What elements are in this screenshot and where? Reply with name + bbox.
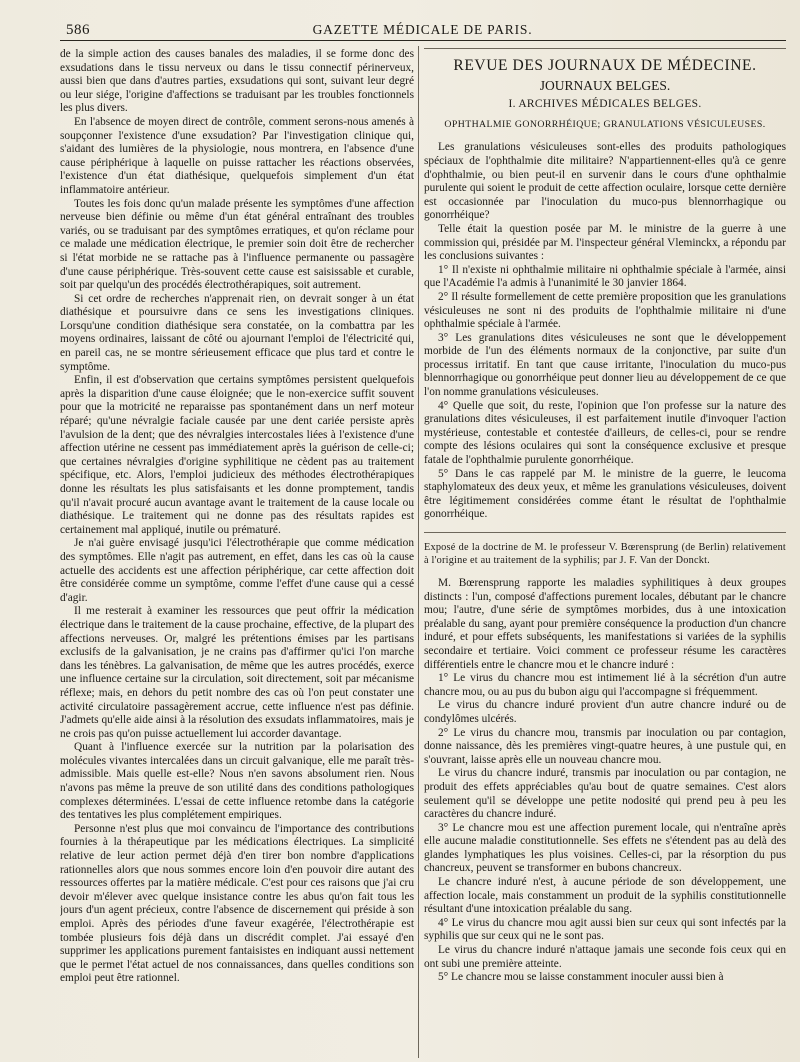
- paragraph: En l'absence de moyen direct de contrôle, comment serons-nous amenés à soupçonner l'existence d'une exsudation? Par l'investigation clinique qui, s'aidant des lumières de la physiologie, nous montrera, en l'absence d'une cause périphérique à laquelle on puisse rattacher les réactions observées, l'existence d'un état diathésique, quelquefois simplement d'un état inflammatoire antérieur.: [60, 115, 414, 196]
- paragraph: 1° Il n'existe ni ophthalmie militaire ni ophthalmie spéciale à l'armée, ainsi que l'Académie l'a admis à l'unanimité le 30 janvier 1864.: [424, 263, 786, 290]
- paragraph: 1° Le virus du chancre mou est intimement lié à la sécrétion d'un autre chancre mou, ou au pus du bubon aigu qui l'accompagne si fréquemment.: [424, 672, 786, 698]
- paragraph: Le virus du chancre induré, transmis par inoculation ou par contagion, ne produit des effets appréciables qu'au bout de quatre semaines. C'est alors seulement qu'il se développe une petite nodosité qui prend peu à peu les caractères du chancre induré.: [424, 767, 786, 821]
- header-rule: [60, 40, 786, 41]
- left-column: [60, 48, 414, 1058]
- paragraph: 3° Le chancre mou est une affection purement locale, qui n'entraîne après elle aucune maladie constitutionnelle. Ses effets ne s'étendent pas au delà des glandes lymphatiques les plus voisines. Celles-ci, par la résorption du pus chancreux, peuvent se transformer en bubons chancreux.: [424, 821, 786, 875]
- paragraph: M. Bœrensprung rapporte les maladies syphilitiques à deux groupes distincts : l'un, composé d'affections purement locales, débutant par le chancre mou; l'autre, d'une série de symptômes morbides, dus à une intoxication préalable du sang, ayant pour première conséquence la production d'un chancre induré, et pour effets subséquents, les manifestations si variées de la syphilis secondaire et tertiaire. Voici comment ce professeur résume les caractères différentiels entre le chancre mou et le chancre induré :: [424, 577, 786, 671]
- paragraph: 2° Il résulte formellement de cette première proposition que les granulations vésiculeuses ne sont ni des produits de l'ophthalmie militaire ni d'une ophthalmie spéciale à l'armée.: [424, 290, 786, 331]
- subsection-title: JOURNAUX BELGES.: [539, 77, 671, 93]
- paragraph: Il me resterait à examiner les ressources que peut offrir la médication électrique dans le traitement de la cause prochaine, effective, de la plupart des affections nerveuses. Or, malgré les prétentions émises par les partisans exclusifs de la galvanisation, je ne crains pas d'affirmer qu'ici l'on marche dans les ténèbres. La galvanisation, de même que les autres procédés, exerce une influence certaine sur la circulation, soit directement, soit par mécanisme réflexe; mais, en dehors du petit nombre des cas où l'on peut constater une activité circulatoire passagèrement accrue, cette influence n'est pas définie. J'admets qu'elle aide ainsi à la résolution des exsudats inflammatoires, mais je ne crois pas qu'on puisse actuellement lui accorder davantage.: [60, 605, 414, 740]
- paragraph: Quant à l'influence exercée sur la nutrition par la polarisation des molécules vivantes intercalées dans un circuit galvanique, elle me paraît très-admissible. Mais quelle est-elle? Nous n'en savons absolument rien. Nous n'avons pas même la preuve de son utilité dans des conditions pathologiques complexes déterminées. L'essai de cette influence retombe dans la catégorie des tentatives les plus complétement empiriques.: [60, 741, 414, 822]
- page-number: 586: [66, 22, 90, 38]
- paragraph: Le virus du chancre induré n'attaque jamais une seconde fois ceux qui en ont subi une première atteinte.: [424, 944, 786, 970]
- paragraph: Le virus du chancre induré provient d'un autre chancre induré ou de condylômes ulcérés.: [424, 699, 786, 725]
- expose-heading: Exposé de la doctrine de M. le professeur V. Bœrensprung (de Berlin) relativement à l'origine et au traitement de la syphilis; par J. F. Van der Donckt.: [424, 542, 786, 566]
- paragraph: Personne n'est plus que moi convaincu de l'importance des contributions fournies à la thérapeutique par les médications électriques. La simplicité relative de leur action permet déjà d'en tirer bon nombre d'applications rationnelles alors que nous sommes encore loin d'en pouvoir dire autant des ressources offertes par la matière médicale. C'est pour ces raisons que j'ai cru devoir m'élever avec quelque insistance contre les abus qu'on fait tous les jours d'un agent précieux, contre l'absence de discernement qui préside à son emploi. Après des périodes d'une faveur exagérée, l'électrothérapie est tombée plusieurs fois déjà dans un discrédit complet. J'ai essayé d'en supprimer les applications purement fantaisistes en indiquant aussi nettement que le permet l'état actuel de nos connaissances, dans quelles conditions son emploi peut être rationnel.: [60, 822, 414, 985]
- section-title: REVUE DES JOURNAUX DE MÉDECINE.: [453, 57, 757, 74]
- paragraph: 5° Dans le cas rappelé par M. le ministre de la guerre, le leucoma staphylomateux des deux yeux, et même les granulations vésiculeuses, doivent être légitimement considérées comme étant le résultat de l'ophthalmie gonorrhéique.: [424, 467, 786, 521]
- paragraph: de la simple action des causes banales des maladies, il se forme donc des exsudations dans le tissu nerveux ou dans le tissu connectif périnerveux, aussi bien que dans d'autres parties, exsudations qui sont, suivant leur degré ou leur siége, l'origine d'affections se traduisant par les troubles fonctionnels les plus divers.: [60, 48, 414, 115]
- paragraph: 5° Le chancre mou se laisse constamment inoculer aussi bien à: [438, 971, 724, 984]
- article-syphilis: [424, 577, 786, 985]
- column-divider: [418, 46, 419, 1058]
- journal-title: GAZETTE MÉDICALE DE PARIS.: [312, 22, 533, 37]
- paragraph: 2° Le virus du chancre mou, transmis par inoculation ou par contagion, donne naissance, dès les premières vingt-quatre heures, à une pustule qui, en s'ouvrant, laisse après elle un nouveau chancre mou.: [424, 726, 786, 766]
- paragraph: Telle était la question posée par M. le ministre de la guerre à une commission qui, présidée par M. l'inspecteur général Vleminckx, a répondu par les conclusions suivantes :: [424, 222, 786, 263]
- article-divider: [424, 532, 786, 533]
- paragraph: Enfin, il est d'observation que certains symptômes persistent quelquefois après la disparition d'une cause éloignée; que le non-exercice suffit souvent pour que la motricité ne reparaisse pas spontanément dans un nerf moteur réparé; qu'une névralgie faciale causée par une dent cariée persiste après l'avulsion de la dent; que des névralgies intercostales liées à l'existence d'une affection utérine ne cessent pas immédiatement après la guérison de celle-ci; que certaines névralgies d'origine syphilitique ne cèdent pas au traitement spécifique, etc. Alors, l'emploi judicieux des méthodes électrothérapiques donne les résultats les plus satisfaisants et les donne promptement, tandis qu'il n'avait procuré aucun avantage avant le traitement de la cause locale ou diathésique. Le traitement qui ne donne pas des résultats rapides est certainement mal appliqué, inutile ou prématuré.: [60, 374, 414, 536]
- topic-heading: OPHTHALMIE GONORRHÉIQUE; GRANULATIONS VÉSICULEUSES.: [444, 118, 766, 130]
- paragraph: 3° Les granulations dites vésiculeuses ne sont que le développement morbide de l'un des éléments normaux de la conjonctive, par suite d'un processus irritatif. En tant que cause irritante, l'inoculation du muco-pus blennorrhagique ou gonorrhéique peut donner lieu au développement de ce que l'on nomme granulations vésiculeuses.: [424, 331, 786, 399]
- paragraph: 4° Quelle que soit, du reste, l'opinion que l'on professe sur la nature des granulations dites vésiculeuses, il est parfaitement inutile d'invoquer l'action mystérieuse, contestable et contestée d'ailleurs, de celles-ci, pour se rendre compte des lésions oculaires qui sont la conséquence exclusive et presque fatale de l'ophthalmie purulente gonorrhéique.: [424, 399, 786, 467]
- running-head: [60, 20, 785, 40]
- paragraph: Les granulations vésiculeuses sont-elles des produits pathologiques spéciaux de l'ophthalmie dite militaire? N'appartiennent-elles qu'à ce genre d'ophthalmie, ou bien peut-il en survenir dans le cours d'une ophthalmie purulente qui soient le produit de cette affection oculaire, lorsque cette dernière est occasionnée par l'inoculation du muco-pus blennorrhagique ou gonorrhéique?: [424, 141, 786, 222]
- right-column: [424, 48, 786, 1058]
- article-ophthalmie: [424, 141, 786, 522]
- paragraph: Je n'ai guère envisagé jusqu'ici l'électrothérapie que comme médication des symptômes. Elle n'agit pas autrement, en effet, dans les cas où la cause actuelle des accidents est une affection périphérique, car cette affection doit être considérée comme un symptôme, comme l'effet d'une cause qui a cessé d'agir.: [60, 537, 414, 604]
- paragraph: Si cet ordre de recherches n'apprenait rien, on devrait songer à un état diathésique et poursuivre dans ce sens les investigations cliniques. Lorsqu'une condition diathésique sera constatée, on la combattra par les moyens ordinaires, laissant de côté ou ajournant l'emploi de l'électricité qui, en pareil cas, ne se montre sérieusement efficace que plus tard et contre le symptôme.: [60, 292, 414, 373]
- journal-heading: I. ARCHIVES MÉDICALES BELGES.: [508, 98, 702, 111]
- section-top-rule: [424, 48, 786, 49]
- paragraph: Le chancre induré n'est, à aucune période de son développement, une affection locale, mais constamment un produit de la syphilis constitutionnelle résultant d'une intoxication préalable du sang.: [424, 876, 786, 916]
- paragraph: 4° Le virus du chancre mou agit aussi bien sur ceux qui sont infectés par la syphilis que sur ceux qui ne le sont pas.: [424, 916, 786, 943]
- paragraph: Toutes les fois donc qu'un malade présente les symptômes d'une affection nerveuse bien définie ou même d'un état général entraînant des troubles variés, ou se traduisant par des symptômes erratiques, et qu'on réclame pour ce malade une médication électrique, le premier soin doit être de rechercher si l'état morbide ne se rattache pas à l'influence permanente ou passagère d'une cause périphérique. Très-souvent cette cause est saisissable et curable, soit par quelqu'un des procédés électrothérapiques, soit autrement.: [60, 197, 414, 292]
